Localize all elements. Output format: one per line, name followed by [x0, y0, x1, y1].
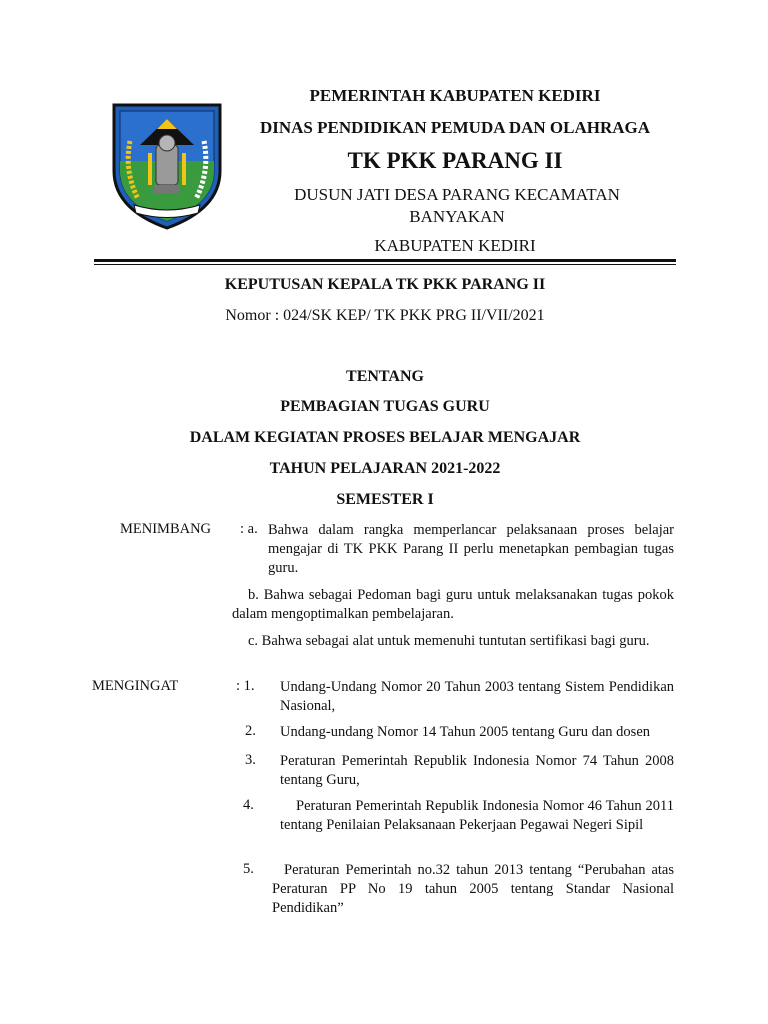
mengingat-item-2-number: 2. — [245, 723, 256, 739]
decree-subject-line1: PEMBAGIAN TUGAS GURU — [280, 398, 490, 415]
school-name: TK PKK PARANG II — [347, 148, 563, 173]
mengingat-item-2: Undang-undang Nomor 14 Tahun 2005 tentang Guru dan dosen — [280, 724, 651, 740]
semester: SEMESTER I — [336, 491, 434, 508]
regency-coat-of-arms-logo — [108, 101, 226, 231]
mengingat-item-4-number: 4. — [243, 797, 254, 813]
menimbang-marker: : a. — [240, 521, 258, 537]
mengingat-item-3-number: 3. — [245, 752, 256, 768]
mengingat-item-1-number: : 1. — [236, 678, 255, 694]
mengingat-item-5-number: 5. — [243, 861, 254, 877]
decree-about: TENTANG — [346, 368, 424, 385]
government-name: PEMERINTAH KABUPATEN KEDIRI — [309, 86, 601, 105]
letterhead-divider-thin — [94, 264, 676, 265]
menimbang-item-a: Bahwa dalam rangka memperlancar pelaksanaan proses belajar mengajar di TK PKK Parang II perlu menetapkan pembagian tugas guru. — [268, 522, 674, 576]
menimbang-label: MENIMBANG — [120, 521, 212, 537]
decree-subject-line2: DALAM KEGIATAN PROSES BELAJAR MENGAJAR — [189, 429, 581, 446]
department-name: DINAS PENDIDIKAN PEMUDA DAN OLAHRAGA — [259, 118, 651, 137]
regency-name: KABUPATEN KEDIRI — [374, 236, 536, 255]
menimbang-item-b: b. Bahwa sebagai Pedoman bagi guru untuk melaksanakan tugas pokok dalam mengoptimalkan pembelajaran. — [232, 587, 674, 622]
mengingat-item-1: Undang-Undang Nomor 20 Tahun 2003 tentang Sistem Pendidikan Nasional, — [280, 679, 674, 714]
mengingat-item-4: Peraturan Pemerintah Republik Indonesia Nomor 46 Tahun 2011 tentang Penilaian Pelaksanaan Pekerjaan Pegawai Negeri Sipil — [280, 798, 674, 833]
academic-year: TAHUN PELAJARAN 2021-2022 — [269, 460, 501, 477]
menimbang-item-c: c. Bahwa sebagai alat untuk memenuhi tuntutan sertifikasi bagi guru. — [248, 633, 650, 649]
mengingat-label: MENGINGAT — [92, 678, 179, 694]
mengingat-item-3: Peraturan Pemerintah Republik Indonesia Nomor 74 Tahun 2008 tentang Guru, — [280, 753, 674, 788]
school-address: DUSUN JATI DESA PARANG KECAMATAN BANYAKAN — [294, 185, 620, 226]
decree-number: Nomor : 024/SK KEP/ TK PKK PRG II/VII/2021 — [225, 307, 545, 324]
mengingat-item-5: Peraturan Pemerintah no.32 tahun 2013 tentang “Perubahan atas Peraturan PP No 19 tahun 2005 tentang Standar Nasional Pendidikan” — [272, 862, 674, 916]
letterhead-divider-thick — [94, 259, 676, 262]
decree-title: KEPUTUSAN KEPALA TK PKK PARANG II — [224, 276, 546, 293]
